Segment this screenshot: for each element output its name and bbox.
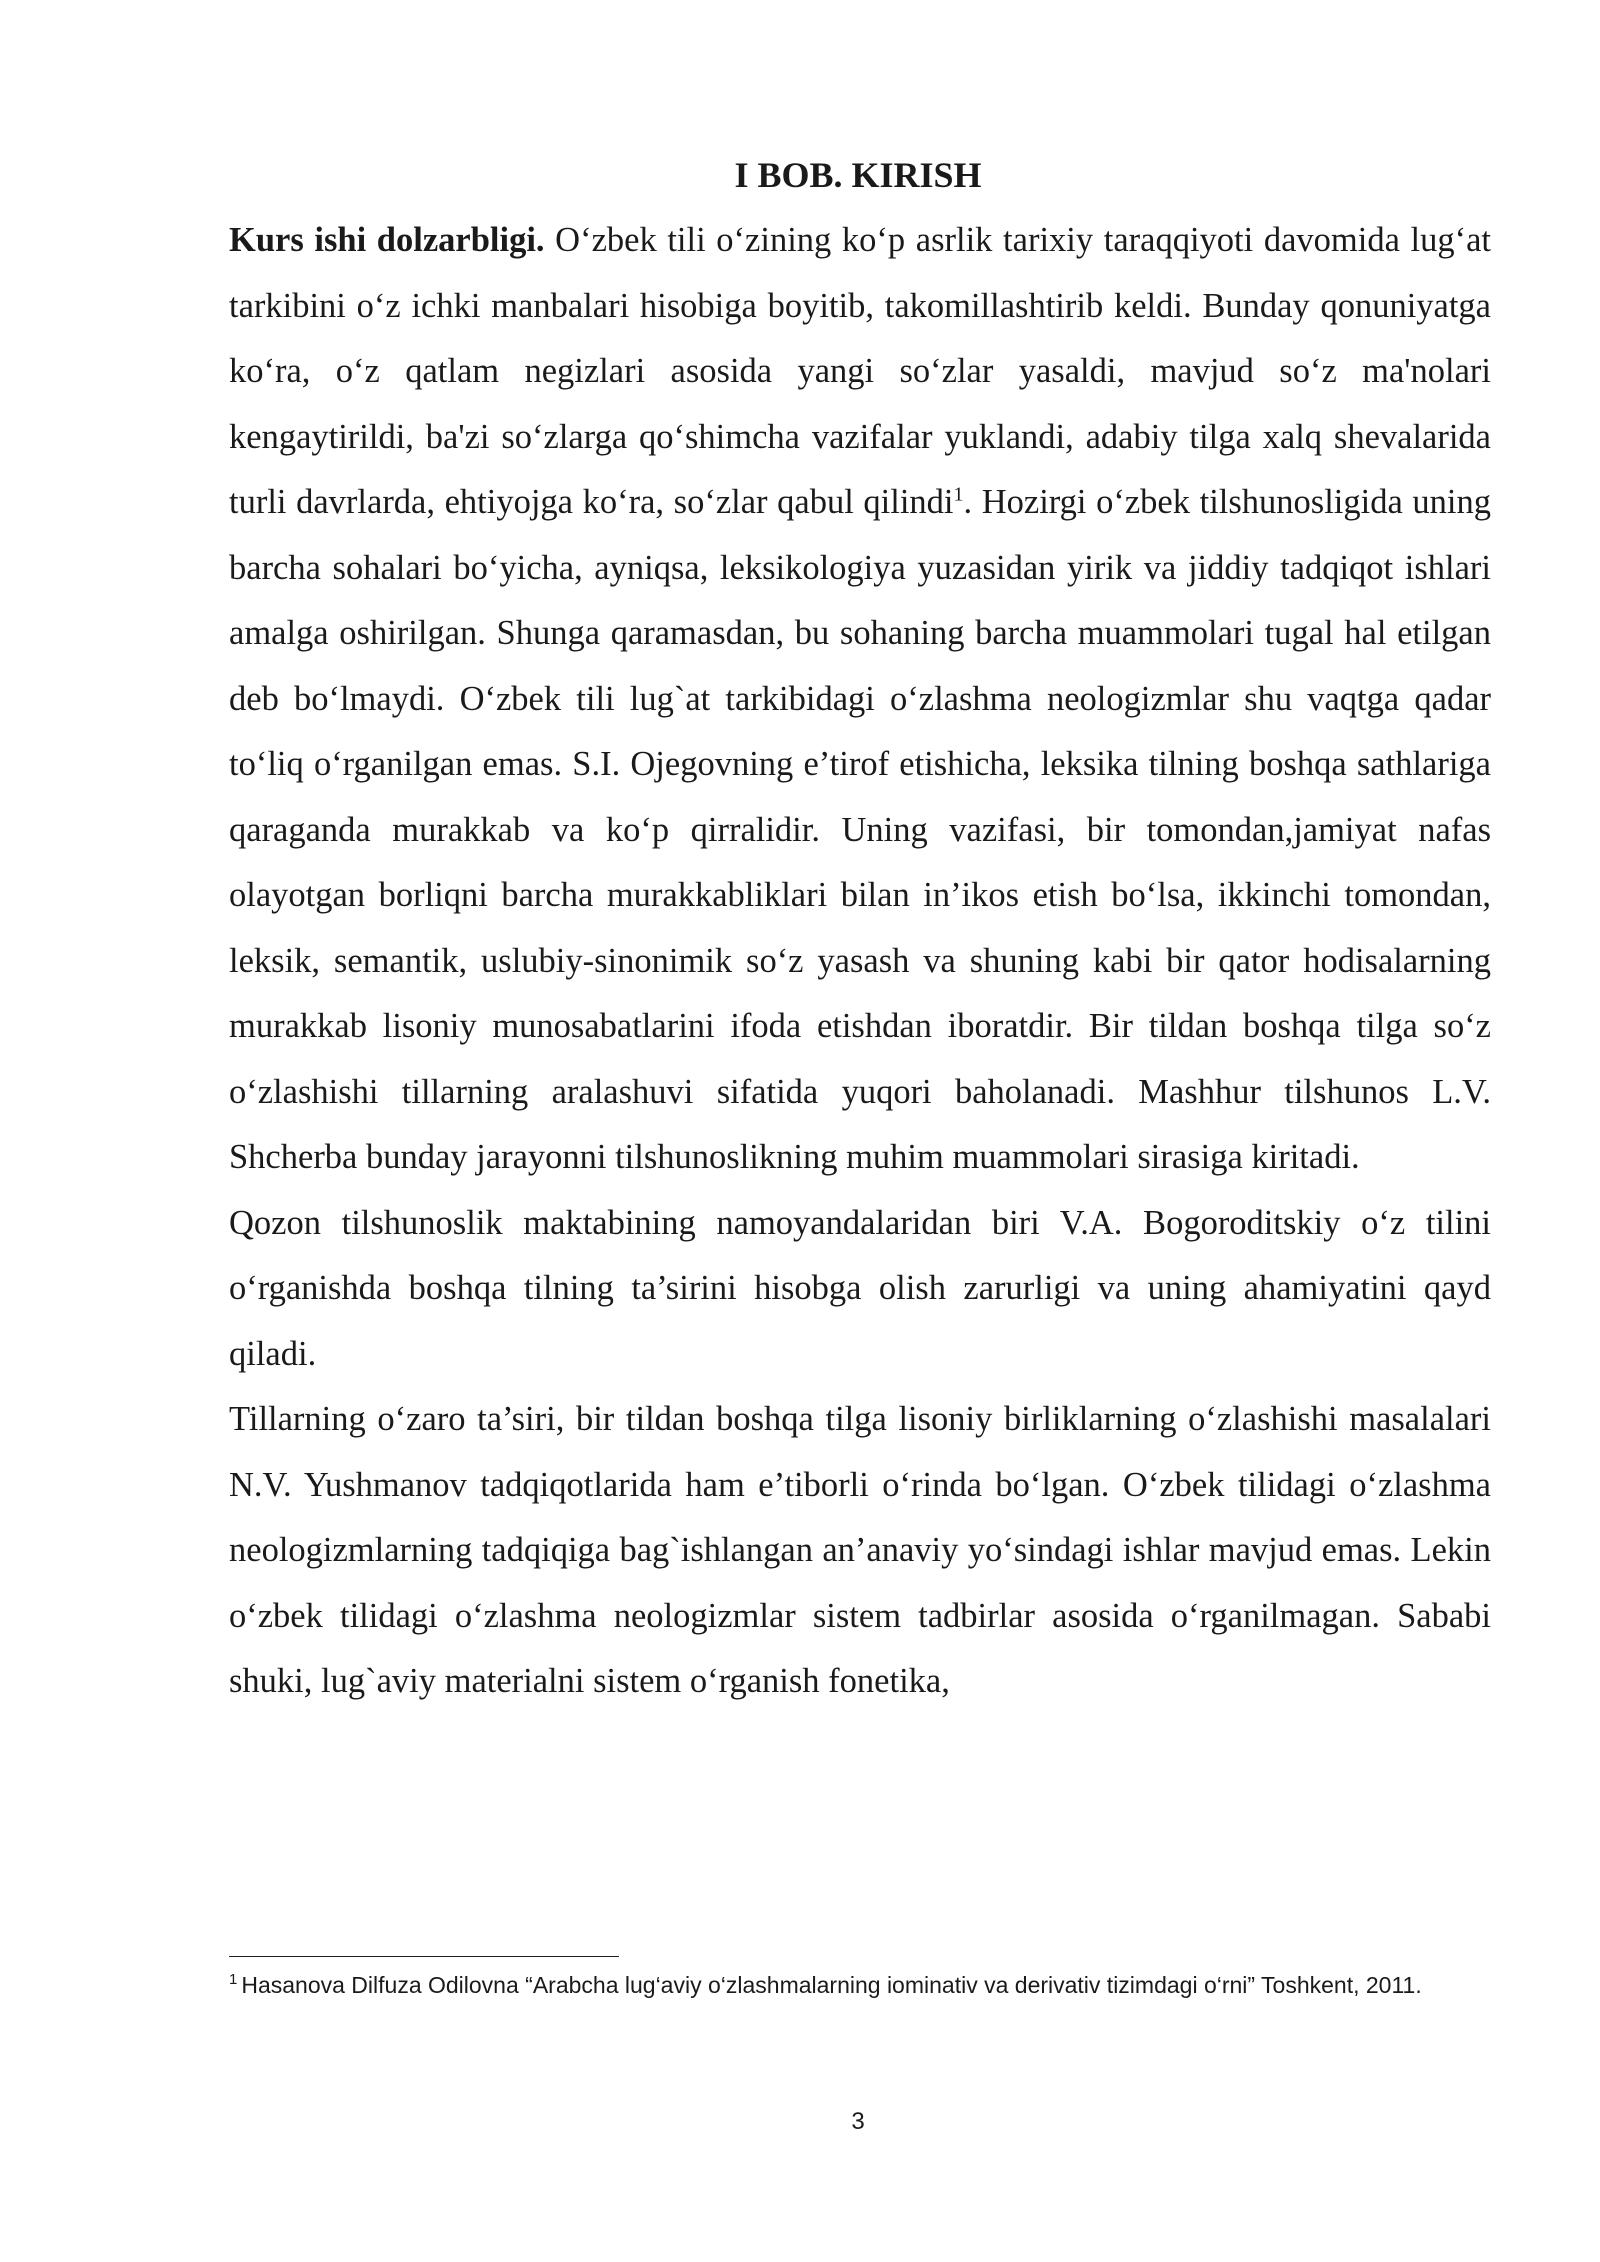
footnote-text: Hasanova Dilfuza Odilovna “Arabcha lug‘aviy o‘zlashmalarning iominativ va derivativ tizimdagi o‘rni” Toshkent, 2011.: [241, 1972, 1422, 1998]
paragraph-2: Qozon tilshunoslik maktabining namoyandalaridan biri V.A. Bogoroditskiy o‘z tilini o‘rganishda boshqa tilning ta’sirini hisobga olish zarurligi va uning ahamiyatini qayd qiladi.: [229, 1203, 1491, 1373]
footnote-mark: 1: [229, 1971, 238, 1989]
footnote-separator: [229, 1956, 619, 1957]
page-number: 3: [851, 2108, 865, 2135]
paragraph-1-text-b: . Hozirgi o‘zbek tilshunosligida uning barcha sohalari bo‘yicha, ayniqsa, leksikologiya yuzasidan yirik va jiddiy tadqiqot ishlari amalga oshirilgan. Shunga qaramasdan, bu sohaning barcha muammolari tugal hal etilgan deb bo‘lmaydi. O‘zbek tili lug`at tarkibidagi o‘zlashma neologizmlar shu vaqtga qadar to‘liq o‘rganilgan emas. S.I. Ojegovning e’tirof etishicha, leksika tilning boshqa sathlariga qaraganda murakkab va ko‘p qirralidir. Uning vazifasi, bir tomondan,jamiyat nafas olayotgan borliqni barcha murakkabliklari bilan in’ikos etish bo‘lsa, ikkinchi tomondan, leksik, semantik, uslubiy-sinonimik so‘z yasash va shuning kabi bir qator hodisalarning murakkab lisoniy munosabatlarini ifoda etishdan iboratdir. Bir tildan boshqa tilga so‘z o‘zlashishi tillarning aralashuvi sifatida yuqori baholanadi. Mashhur tilshunos L.V. Shcherba bunday jarayonni tilshunoslikning muhim muammolari sirasiga kiritadi.: [229, 483, 1491, 1176]
paragraph-3: Tillarning o‘zaro ta’siri, bir tildan boshqa tilga lisoniy birliklarning o‘zlashishi masalalari N.V. Yushmanov tadqiqotlarida ham e’tiborli o‘rinda bo‘lgan. O‘zbek tilidagi o‘zlashma neologizmlarning tadqiqiga bag`ishlangan an’anaviy yo‘sindagi ishlar mavjud emas. Lekin o‘zbek tilidagi o‘zlashma neologizmlar sistem tadbirlar asosida o‘rganilmagan. Sababi shuki, lug`aviy materialni sistem o‘rganish fonetika,: [229, 1400, 1491, 1700]
footnote: [229, 1968, 1491, 2002]
paragraph-lead: Kurs ishi dolzarbligi.: [229, 221, 545, 259]
paragraph-1: [229, 208, 1491, 1191]
paragraph-1-text-a: O‘zbek tili o‘zining ko‘p asrlik tarixiy taraqqiyoti davomida lug‘at tarkibini o‘z ichki manbalari hisobiga boyitib, takomillashtirib keldi. Bunday qonuniyatga ko‘ra, o‘z qatlam negizlari asosida yangi so‘zlar yasaldi, mavjud so‘z ma'nolari kengaytirildi, ba'zi so‘zlarga qo‘shimcha vazifalar yuklandi, adabiy tilga xalq shevalarida turli davrlarda, ehtiyojga ko‘ra, so‘zlar qabul qilindi: [229, 221, 1491, 521]
body-text: [229, 208, 1491, 1715]
chapter-title: I BOB. KIRISH: [734, 155, 982, 195]
footnote-reference[interactable]: 1: [953, 483, 964, 506]
